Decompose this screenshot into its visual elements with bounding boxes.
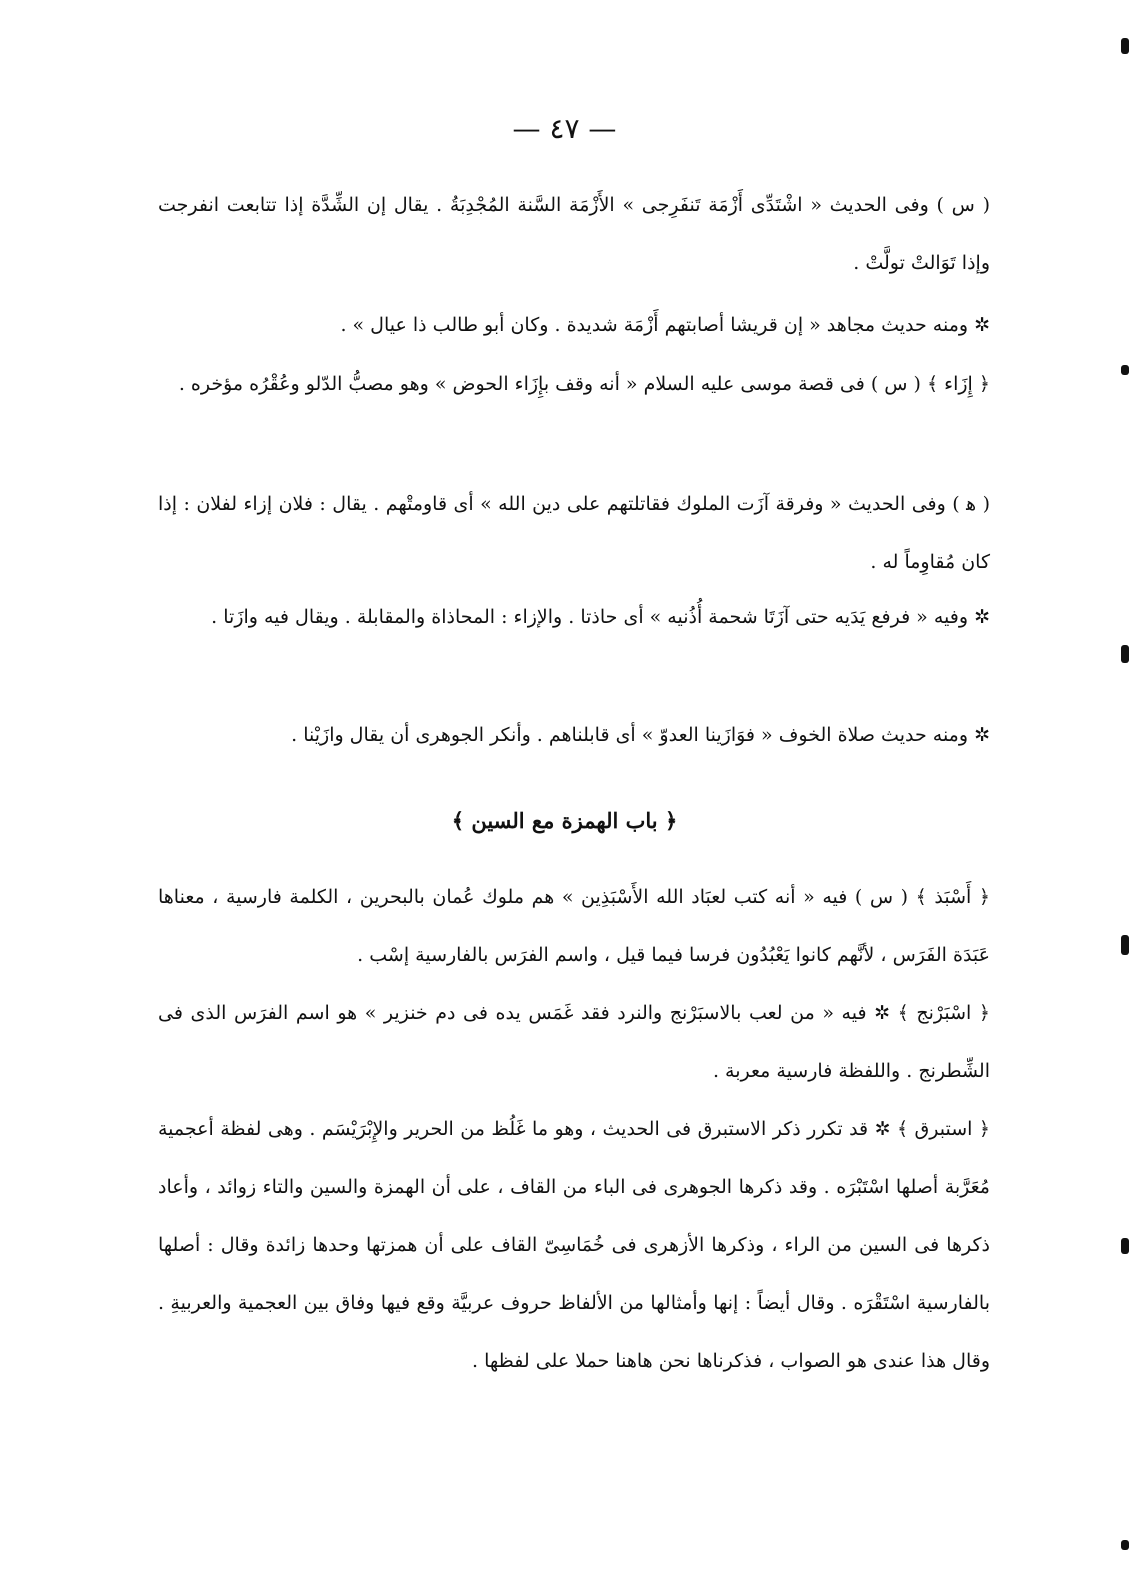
- page-number: — ٤٧ —: [512, 112, 617, 145]
- entry-mujahid: ✲ ومنه حديث مجاهد « إن قريشا أصابتهم أَزْمَة شديدة . وكان أبو طالب ذا عيال » .: [340, 314, 990, 336]
- entry-asbarnaj: ﴿ اسْبَرْنج ﴾ ✲ فيه « من لعب بالاسبَرْنج والنرد فقد غَمَس يده فى دم خنزير » هو اسم الفرَس الذى فى الشِّطرنج . واللفظة فارسية معربة .: [158, 1002, 991, 1082]
- scan-edge-mark: [1121, 935, 1129, 955]
- entry-istabraq: ﴿ استبرق ﴾ ✲ قد تكرر ذكر الاستبرق فى الحديث ، وهو ما غَلُظ من الحرير والإِبْرَيْسَم . وهى لفظة أعجمية مُعَرَّبة أصلها اسْتَبْرَه . وقد ذكرها الجوهرى فى الباء من القاف ، على أن الهمزة والسين والتاء زوائد ، وأعاد ذكرها فى السين من الراء ، وذكرها الأزهرى فى خُمَاسِىّ القاف على أن همزتها وحدها زائدة وقال : أصلها بالفارسية اسْتَقْرَه . وقال أيضاً : إنها وأمثالها من الألفاظ حروف عربيَّة وقع فيها وفاق بين العجمية والعربيةِ . وقال هذا عندى هو الصواب ، فذكرناها نحن هاهنا حملا على لفظها .: [158, 1118, 990, 1372]
- scan-edge-mark: [1121, 1238, 1129, 1254]
- scan-edge-mark: [1121, 1540, 1129, 1550]
- section-heading: ﴿ باب الهمزة مع السين ﴾: [451, 808, 678, 833]
- entry-azma-hadith: ( س ) وفى الحديث « اشْتَدِّى أَزْمَة تَنفَرِجى » الأَزْمَة السَّنة المُجْدِبَةُ . يقال إن الشِّدَّة إذا تتابعت انفرجت وإذا تَوَالتْ تولَّتْ .: [158, 194, 990, 274]
- scan-edge-mark: [1121, 365, 1129, 375]
- entry-izaa: ﴿ إِزَاء ﴾ ( س ) فى قصة موسى عليه السلام « أنه وقف بإِزَاء الحوض » وهو مصبُّ الدّلو وعُقْرُه مؤخره .: [178, 373, 990, 395]
- scan-edge-mark: [1121, 645, 1129, 663]
- entry-aazata: ✲ وفيه « فرفع يَدَيه حتى آزَتَا شحمة أُذُنيه » أى حاذتا . والإزاء : المحاذاة والمقابلة . ويقال فيه وازَتا .: [211, 606, 990, 628]
- entry-asbadh: ﴿ أَسْبَذ ﴾ ( س ) فيه « أنه كتب لعبَاد الله الأَسْبَذِين » هم ملوك عُمان بالبحرين ، الكلمة فارسية ، معناها عَبَدَة الفَرَس ، لأنَّهم كانوا يَعْبُدُون فرسا فيما قيل ، واسم الفرَس بالفارسية إسْب .: [158, 886, 990, 966]
- entry-azat-al-muluk: ( ﻫ ) وفى الحديث « وفرقة آزَت الملوك فقاتلتهم على دين الله » أى قاومتْهم . يقال : فلان إزاء لفلان : إذا كان مُقاوِماً له .: [158, 493, 990, 573]
- scan-edge-mark: [1121, 38, 1129, 54]
- entry-salat-al-khawf: ✲ ومنه حديث صلاة الخوف « فوَازَينا العدوّ » أى قابلناهم . وأنكر الجوهرى أن يقال وازَيْنا .: [291, 724, 990, 746]
